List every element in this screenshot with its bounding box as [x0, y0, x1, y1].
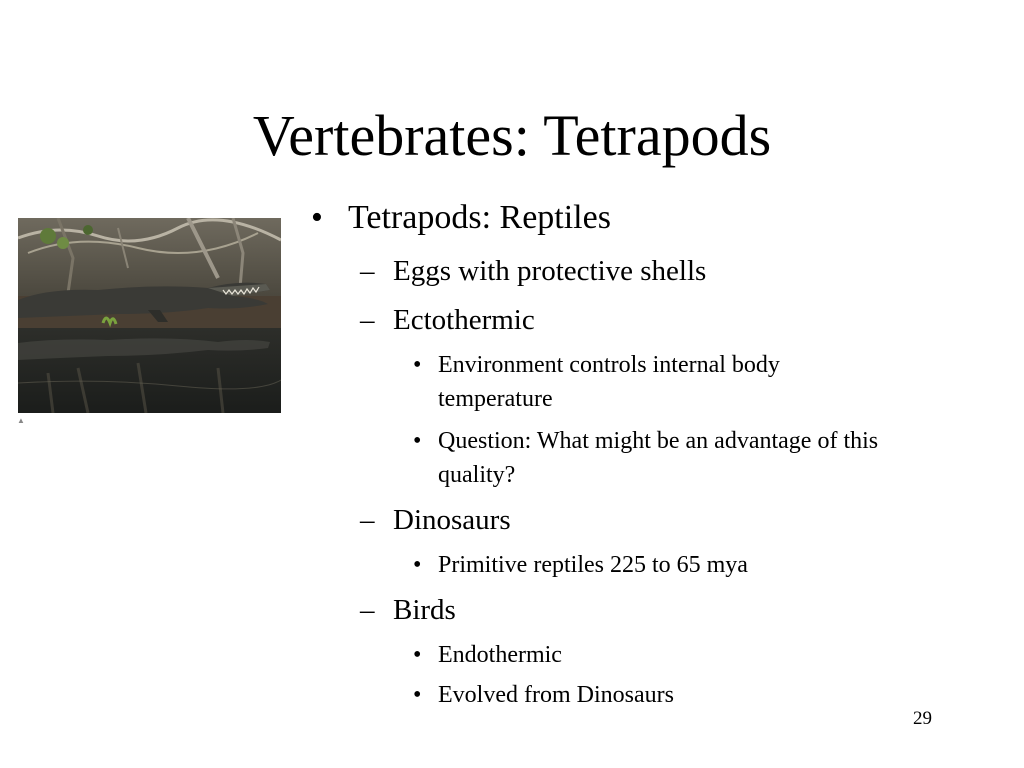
- dash-marker: –: [360, 594, 375, 626]
- dash-marker: –: [360, 255, 375, 287]
- bullet-marker: •: [413, 352, 422, 378]
- bullet-marker: •: [413, 642, 422, 668]
- bullet-marker: •: [413, 428, 422, 454]
- bullet-tetrapods-reptiles: Tetrapods: Reptiles: [348, 199, 611, 236]
- detail-primitive-reptiles: Primitive reptiles 225 to 65 mya: [438, 552, 748, 578]
- sub-bullet-dinosaurs: Dinosaurs: [393, 504, 511, 536]
- dash-marker: –: [360, 304, 375, 336]
- bullet-marker: •: [311, 199, 323, 236]
- sub-bullet-ectothermic: Ectothermic: [393, 304, 535, 336]
- bullet-marker: •: [413, 682, 422, 708]
- detail-environment-line1: Environment controls internal body: [438, 352, 780, 378]
- detail-environment-line2: temperature: [438, 386, 553, 412]
- detail-endothermic: Endothermic: [438, 642, 562, 668]
- photo-credit-mark: ▲: [17, 416, 25, 425]
- detail-evolved-from-dinosaurs: Evolved from Dinosaurs: [438, 682, 674, 708]
- detail-question-line2: quality?: [438, 462, 516, 488]
- sub-bullet-birds: Birds: [393, 594, 456, 626]
- page-number: 29: [913, 708, 932, 729]
- sub-bullet-eggs: Eggs with protective shells: [393, 255, 707, 287]
- dash-marker: –: [360, 504, 375, 536]
- bullet-marker: •: [413, 552, 422, 578]
- slide-title: Vertebrates: Tetrapods: [252, 103, 772, 168]
- detail-question-line1: Question: What might be an advantage of this: [438, 428, 879, 454]
